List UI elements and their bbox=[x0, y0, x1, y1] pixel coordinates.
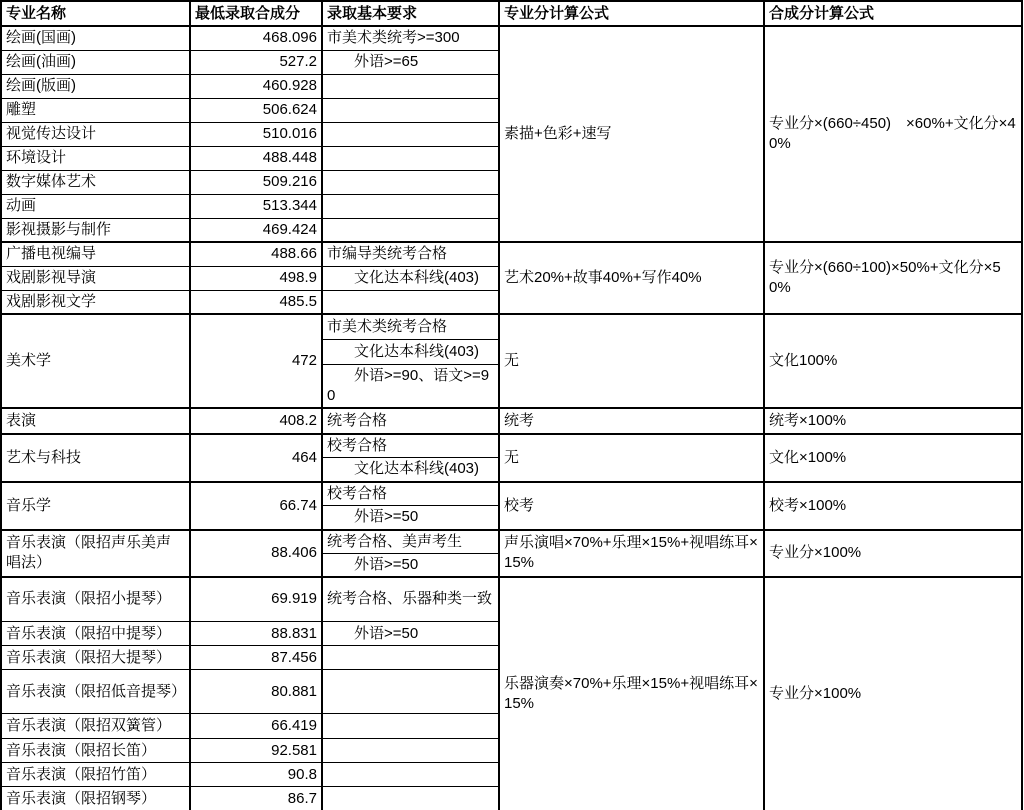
major-name-cell: 戏剧影视导演 bbox=[1, 266, 190, 290]
requirement-cell bbox=[322, 787, 499, 810]
requirement-cell: 校考合格 bbox=[322, 482, 499, 506]
requirement-cell bbox=[322, 763, 499, 787]
min-score-cell: 468.096 bbox=[190, 26, 322, 50]
header-min-composite-score: 最低录取合成分 bbox=[190, 1, 322, 26]
major-name-cell: 表演 bbox=[1, 408, 190, 434]
table-row bbox=[1, 482, 1022, 506]
composite-formula-cell: 专业分×(660÷450) ×60%+文化分×40% bbox=[764, 26, 1022, 242]
table-body bbox=[1, 26, 1022, 810]
min-score-cell: 527.2 bbox=[190, 50, 322, 74]
requirement-cell: 统考合格、乐器种类一致 bbox=[322, 577, 499, 622]
major-name-cell: 音乐表演（限招钢琴） bbox=[1, 787, 190, 810]
major-name-cell: 绘画(国画) bbox=[1, 26, 190, 50]
min-score-cell: 488.66 bbox=[190, 242, 322, 266]
major-name-cell: 音乐表演（限招中提琴） bbox=[1, 622, 190, 646]
major-name-cell: 动画 bbox=[1, 194, 190, 218]
min-score-cell: 506.624 bbox=[190, 98, 322, 122]
major-formula-cell: 声乐演唱×70%+乐理×15%+视唱练耳×15% bbox=[499, 530, 764, 577]
min-score-cell: 472 bbox=[190, 314, 322, 408]
major-formula-cell: 素描+色彩+速写 bbox=[499, 26, 764, 242]
requirement-cell: 外语>=50 bbox=[322, 553, 499, 577]
requirement-cell bbox=[322, 670, 499, 714]
min-score-cell: 460.928 bbox=[190, 74, 322, 98]
header-major-score-formula: 专业分计算公式 bbox=[499, 1, 764, 26]
major-formula-cell: 无 bbox=[499, 314, 764, 408]
major-name-cell: 音乐表演（限招竹笛） bbox=[1, 763, 190, 787]
requirement-cell: 市编导类统考合格 bbox=[322, 242, 499, 266]
composite-formula-cell: 专业分×(660÷100)×50%+文化分×50% bbox=[764, 242, 1022, 314]
requirement-cell: 外语>=50 bbox=[322, 622, 499, 646]
major-name-cell: 数字媒体艺术 bbox=[1, 170, 190, 194]
min-score-cell: 87.456 bbox=[190, 646, 322, 670]
requirement-cell bbox=[322, 122, 499, 146]
major-name-cell: 音乐表演（限招大提琴） bbox=[1, 646, 190, 670]
major-formula-cell: 统考 bbox=[499, 408, 764, 434]
major-name-cell: 音乐表演（限招低音提琴） bbox=[1, 670, 190, 714]
min-score-cell: 513.344 bbox=[190, 194, 322, 218]
min-score-cell: 66.419 bbox=[190, 714, 322, 739]
major-name-cell: 环境设计 bbox=[1, 146, 190, 170]
min-score-cell: 69.919 bbox=[190, 577, 322, 622]
major-formula-cell: 乐器演奏×70%+乐理×15%+视唱练耳×15% bbox=[499, 577, 764, 810]
min-score-cell: 86.7 bbox=[190, 787, 322, 810]
major-name-cell: 戏剧影视文学 bbox=[1, 290, 190, 314]
min-score-cell: 464 bbox=[190, 434, 322, 482]
table-row bbox=[1, 314, 1022, 339]
requirement-cell: 统考合格、美声考生 bbox=[322, 530, 499, 554]
requirement-cell: 文化达本科线(403) bbox=[322, 458, 499, 482]
min-score-cell: 92.581 bbox=[190, 739, 322, 763]
header-major-name: 专业名称 bbox=[1, 1, 190, 26]
requirement-cell bbox=[322, 714, 499, 739]
table-row bbox=[1, 530, 1022, 554]
header-composite-score-formula: 合成分计算公式 bbox=[764, 1, 1022, 26]
major-name-cell: 视觉传达设计 bbox=[1, 122, 190, 146]
header-admission-requirements: 录取基本要求 bbox=[322, 1, 499, 26]
table-row bbox=[1, 26, 1022, 50]
major-name-cell: 音乐表演（限招双簧管） bbox=[1, 714, 190, 739]
requirement-cell: 市美术类统考合格 bbox=[322, 314, 499, 339]
major-name-cell: 影视摄影与制作 bbox=[1, 218, 190, 242]
requirement-cell bbox=[322, 739, 499, 763]
min-score-cell: 90.8 bbox=[190, 763, 322, 787]
table-row bbox=[1, 577, 1022, 622]
requirement-cell bbox=[322, 218, 499, 242]
requirement-cell: 市美术类统考>=300 bbox=[322, 26, 499, 50]
composite-formula-cell: 文化×100% bbox=[764, 434, 1022, 482]
major-formula-cell: 无 bbox=[499, 434, 764, 482]
major-name-cell: 美术学 bbox=[1, 314, 190, 408]
major-name-cell: 雕塑 bbox=[1, 98, 190, 122]
min-score-cell: 488.448 bbox=[190, 146, 322, 170]
requirement-cell bbox=[322, 74, 499, 98]
requirement-cell bbox=[322, 146, 499, 170]
min-score-cell: 88.831 bbox=[190, 622, 322, 646]
requirement-cell: 外语>=90、语文>=90 bbox=[322, 364, 499, 408]
min-score-cell: 510.016 bbox=[190, 122, 322, 146]
header-row bbox=[1, 1, 1022, 26]
requirement-cell bbox=[322, 290, 499, 314]
major-name-cell: 音乐学 bbox=[1, 482, 190, 530]
requirement-cell: 文化达本科线(403) bbox=[322, 266, 499, 290]
min-score-cell: 88.406 bbox=[190, 530, 322, 577]
major-formula-cell: 艺术20%+故事40%+写作40% bbox=[499, 242, 764, 314]
composite-formula-cell: 专业分×100% bbox=[764, 530, 1022, 577]
major-name-cell: 绘画(油画) bbox=[1, 50, 190, 74]
composite-formula-cell: 文化100% bbox=[764, 314, 1022, 408]
requirement-cell: 统考合格 bbox=[322, 408, 499, 434]
composite-formula-cell: 统考×100% bbox=[764, 408, 1022, 434]
table-row bbox=[1, 242, 1022, 266]
composite-formula-cell: 专业分×100% bbox=[764, 577, 1022, 810]
requirement-cell: 外语>=65 bbox=[322, 50, 499, 74]
min-score-cell: 469.424 bbox=[190, 218, 322, 242]
requirement-cell bbox=[322, 194, 499, 218]
table-row bbox=[1, 434, 1022, 458]
requirement-cell: 校考合格 bbox=[322, 434, 499, 458]
major-name-cell: 绘画(版画) bbox=[1, 74, 190, 98]
requirement-cell: 外语>=50 bbox=[322, 506, 499, 530]
major-name-cell: 广播电视编导 bbox=[1, 242, 190, 266]
major-name-cell: 音乐表演（限招小提琴） bbox=[1, 577, 190, 622]
requirement-cell bbox=[322, 170, 499, 194]
requirement-cell bbox=[322, 98, 499, 122]
composite-formula-cell: 校考×100% bbox=[764, 482, 1022, 530]
requirement-cell: 文化达本科线(403) bbox=[322, 339, 499, 364]
major-name-cell: 音乐表演（限招长笛） bbox=[1, 739, 190, 763]
min-score-cell: 66.74 bbox=[190, 482, 322, 530]
requirement-cell bbox=[322, 646, 499, 670]
min-score-cell: 509.216 bbox=[190, 170, 322, 194]
min-score-cell: 498.9 bbox=[190, 266, 322, 290]
major-formula-cell: 校考 bbox=[499, 482, 764, 530]
major-name-cell: 音乐表演（限招声乐美声唱法） bbox=[1, 530, 190, 577]
table-row bbox=[1, 408, 1022, 434]
major-name-cell: 艺术与科技 bbox=[1, 434, 190, 482]
min-score-cell: 408.2 bbox=[190, 408, 322, 434]
min-score-cell: 485.5 bbox=[190, 290, 322, 314]
min-score-cell: 80.881 bbox=[190, 670, 322, 714]
